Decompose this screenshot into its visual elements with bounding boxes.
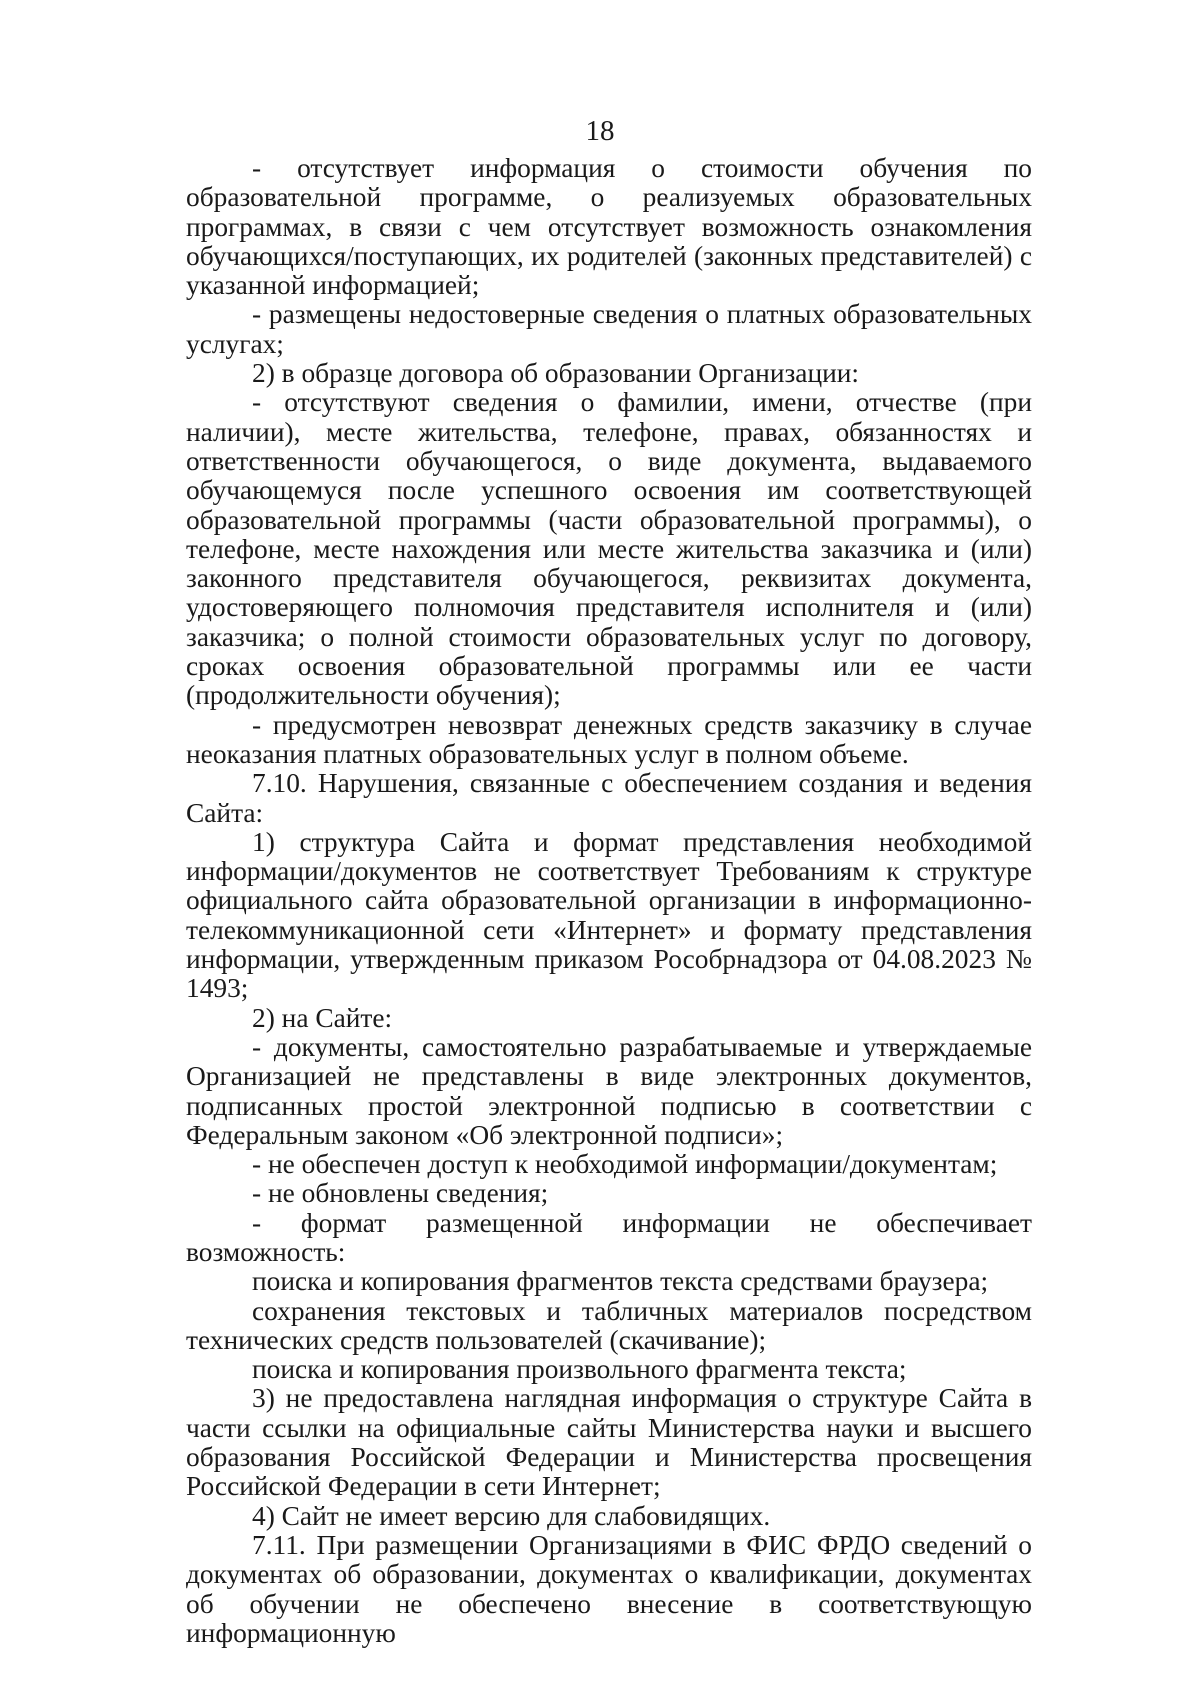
paragraph-saving-materials: сохранения текстовых и табличных материалов посредством технических средств пользователей (скачивание); (186, 1295, 1032, 1355)
paragraph-electronic-signature: - документы, самостоятельно разрабатываемые и утверждаемые Организацией не представлены в виде электронных документов, подписанных простой электронной подписью в соответствии с Федеральным законом «Об электронной подписи»; (186, 1031, 1032, 1150)
paragraph-no-refund: - предусмотрен невозврат денежных средств заказчику в случае неоказания платных образовательных услуг в полном объеме. (186, 709, 1032, 769)
paragraph-site-structure: 1) структура Сайта и формат представления необходимой информации/документов не соответствует Требованиям к структуре официального сайта образовательной организации в информационно-телекоммуникационной сети «Интернет» и формату представления информации, утвержденным приказом Рособрнадзора от 04.08.2023 № 1493; (186, 826, 1032, 1004)
paragraph-format-not-ensuring: - формат размещенной информации не обеспечивает возможность: (186, 1207, 1032, 1267)
paragraph-tuition-info-missing: - отсутствует информация о стоимости обучения по образовательной программе, о реализуемых образовательных программах, в связи с чем отсутствует возможность ознакомления обучающихся/поступающих, их родителей (законных представителей) с указанной информацией; (186, 153, 1032, 301)
paragraph-on-site: 2) на Сайте: (252, 1002, 393, 1033)
paragraph-contract-missing-details: - отсутствуют сведения о фамилии, имени, отчестве (при наличии), месте жительства, телефоне, правах, обязанностях и ответственности обучающегося, о виде документа, выдаваемого обучающемуся после успешного освоения им соответствующей образовательной программы (части образовательной программы), о телефоне, месте нахождения или месте жительства заказчика и (или) законного представителя обучающегося, реквизитах документа, удостоверяющего полномочия представителя исполнителя и (или) заказчика; о полной стоимости образовательных услуг по договору, сроках освоения образовательной программы или ее части (продолжительности обучения); (186, 387, 1032, 711)
paragraph-unreliable-paid-services: - размещены недостоверные сведения о платных образовательных услугах; (186, 299, 1032, 359)
paragraph-no-access: - не обеспечен доступ к необходимой информации/документам; (252, 1149, 998, 1180)
paragraph-search-copy-arbitrary: поиска и копирования произвольного фрагмента текста; (252, 1354, 907, 1385)
document-body (186, 154, 1032, 1648)
page-number: 18 (585, 115, 615, 147)
paragraph-not-updated: - не обновлены сведения; (252, 1178, 549, 1209)
paragraph-contract-sample-heading: 2) в образце договора об образовании Организации: (252, 358, 860, 389)
paragraph-section-7-10: 7.10. Нарушения, связанные с обеспечением создания и ведения Сайта: (186, 768, 1032, 828)
paragraph-ministry-links: 3) не предоставлена наглядная информация о структуре Сайта в части ссылки на официальные сайты Министерства науки и высшего образования Российской Федерации и Министерства просвещения Российской Федерации в сети Интернет; (186, 1383, 1032, 1502)
paragraph-search-copy-browser: поиска и копирования фрагментов текста средствами браузера; (252, 1266, 989, 1297)
paragraph-section-7-11: 7.11. При размещении Организациями в ФИС ФРДО сведений о документах об образовании, документах о квалификации, документах об обучении не обеспечено внесение в соответствующую информационную (186, 1529, 1032, 1648)
paragraph-no-accessible-version: 4) Сайт не имеет версию для слабовидящих. (252, 1500, 771, 1531)
